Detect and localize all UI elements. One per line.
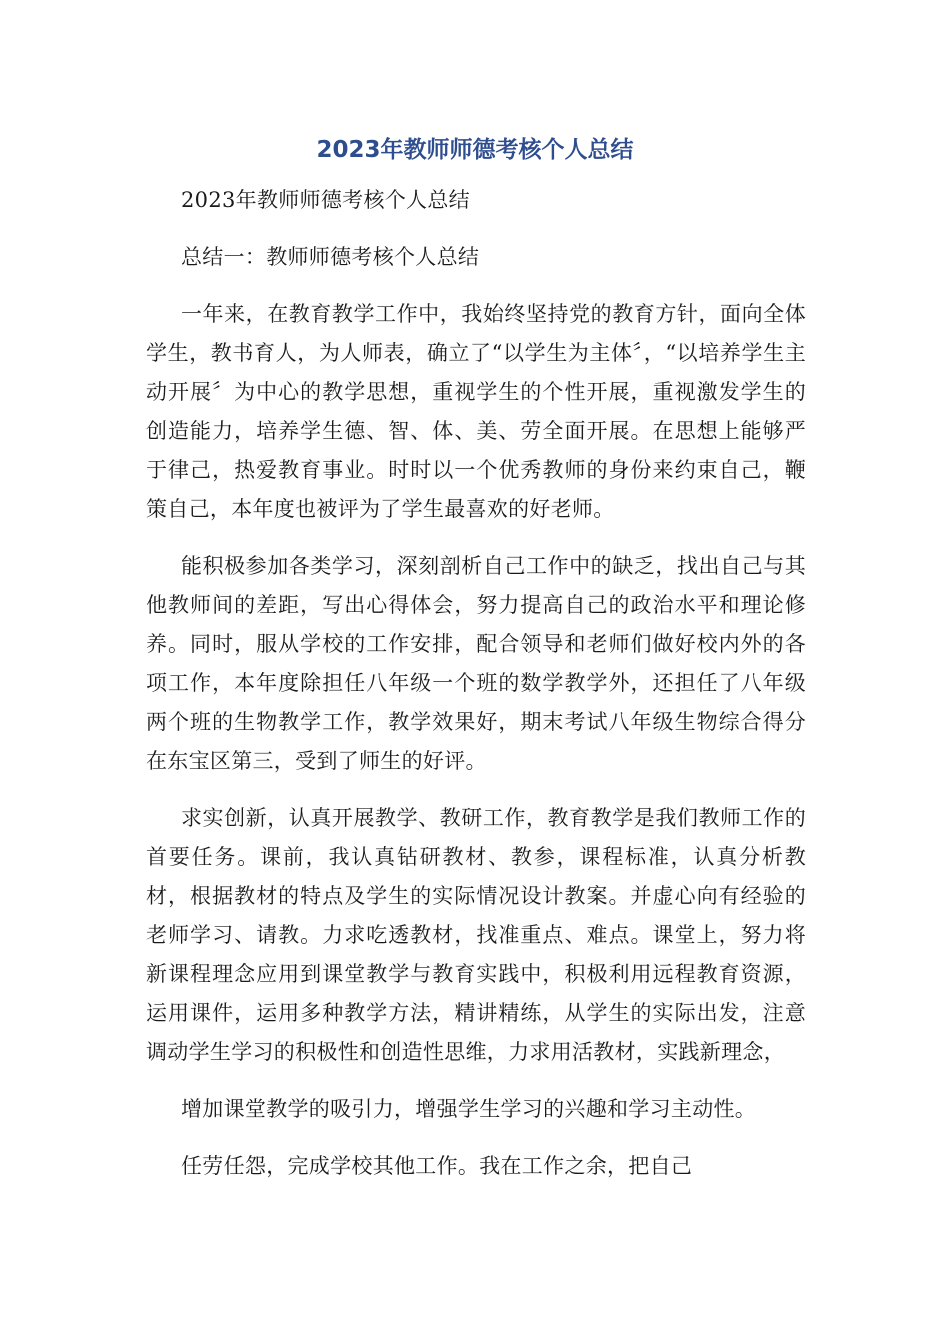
- paragraph: 求实创新，认真开展教学、教研工作，教育教学是我们教师工作的首要任务。课前，我认真钻研教材、教参，课程标准，认真分析教材，根据教材的特点及学生的实际情况设计教案。并虚心向有经验的老师学习、请教。力求吃透教材，找准重点、难点。课堂上，努力将新课程理念应用到课堂教学与教育实践中，积极利用远程教育资源，运用课件，运用多种教学方法，精讲精练，从学生的实际出发，注意调动学生学习的积极性和创造性思维，力求用活教材，实践新理念，: [146, 806, 806, 1064]
- paragraph-subtitle: 2023年教师师德考核个人总结: [181, 188, 470, 212]
- paragraph: 一年来，在教育教学工作中，我始终坚持党的教育方针，面向全体学生，教书育人，为人师表，确立了“以学生为主体〞，“以培养学生主动开展〞为中心的教学思想，重视学生的个性开展，重视激发学生的创造能力，培养学生德、智、体、美、劳全面开展。在思想上能够严于律己，热爱教育事业。时时以一个优秀教师的身份来约束自己，鞭策自己，本年度也被评为了学生最喜欢的好老师。: [146, 302, 806, 521]
- paragraph: 能积极参加各类学习，深刻剖析自己工作中的缺乏，找出自己与其他教师间的差距，写出心得体会，努力提高自己的政治水平和理论修养。同时，服从学校的工作安排，配合领导和老师们做好校内外的各项工作，本年度除担任八年级一个班的数学教学外，还担任了八年级两个班的生物教学工作，教学效果好，期末考试八年级生物综合得分在东宝区第三，受到了师生的好评。: [146, 554, 806, 773]
- paragraph: 任劳任怨，完成学校其他工作。我在工作之余，把自己: [181, 1154, 693, 1178]
- paragraph-section-heading: 总结一：教师师德考核个人总结: [181, 245, 480, 269]
- document-title: 2023年教师师德考核个人总结: [316, 137, 634, 163]
- paragraph: 增加课堂教学的吸引力，增强学生学习的兴趣和学习主动性。: [181, 1097, 757, 1121]
- document-body: [146, 181, 806, 1204]
